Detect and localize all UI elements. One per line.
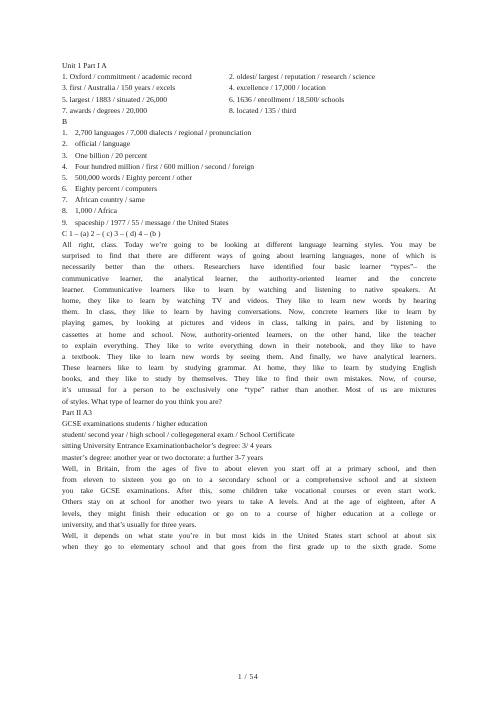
text-line: of styles. What type of learner do you think you are? [62, 396, 222, 406]
text-line: All right, class. Today we’re going to be looking at different language learning styles. You may be [62, 240, 436, 249]
item-number: 4. [62, 161, 68, 171]
transcript-paragraph-learning-styles [62, 239, 436, 407]
item-number: 1. [62, 128, 68, 138]
item-text: Four hundred million / first / 600 million / second / foreign [75, 161, 255, 171]
text-line: GCSE examinations students / higher education [62, 419, 208, 428]
part-ii-answers [62, 418, 436, 463]
item-text: One billion / 20 percent [75, 150, 148, 160]
part-a-row [62, 105, 436, 116]
answer-cell: 8. located / 135 / third [229, 105, 297, 115]
transcript-paragraph-britain [62, 463, 436, 530]
text-line: sitting University Entrance Examinationbachelor’s degree: 3/ 4 years [62, 441, 272, 451]
part-ii-heading: Part II A3 [62, 407, 92, 417]
page-number: 1 / 54 [237, 672, 259, 681]
text-line: student/ second year / high school / collegegeneral exam / School Certificate [62, 430, 295, 440]
part-a-row [62, 82, 436, 93]
list-item [62, 127, 436, 138]
answer-cell: 3. first / Australia / 150 years / excels [62, 83, 176, 93]
item-number: 5. [62, 172, 68, 182]
item-number: 7. [62, 195, 68, 205]
text-line: learner. Communicative learners like to learn by watching and listening to native speakers. At [62, 284, 436, 294]
answer-cell: 2. oldest/ largest / reputation / research / science [229, 72, 375, 82]
item-number: 9. [62, 217, 68, 227]
answer-cell: 4. excellence / 17,000 / location [229, 83, 326, 93]
part-a-row [62, 71, 436, 82]
text-line: them. In class, they like to learn by having conversations. Now, concrete learners like to learn by [62, 307, 436, 317]
item-text: spaceship / 1977 / 55 / message / the United States [75, 217, 229, 227]
text-line: a textbook. They like to learn new words by seeing them. And finally, we have analytical learners. [62, 351, 436, 361]
text-line: levels, they might finish their education or go on to a course of higher education at a college or [62, 508, 436, 518]
text-line: Others stay on at school for another two years to take A levels. And at the age of eighteen, after A [62, 497, 436, 507]
list-item [62, 150, 436, 161]
text-line: Well, it depends on what state you’re in but most kids in the United States start school at about six [62, 530, 436, 540]
document-body [62, 60, 436, 552]
answer-cell: 1. Oxford / commitment / academic record [62, 72, 192, 82]
item-text: 1,000 / Africa [75, 206, 117, 216]
list-item [62, 172, 436, 183]
answer-cell: 5. largest / 1883 / situated / 26,000 [62, 94, 168, 104]
unit-heading: Unit 1 Part I A [62, 61, 107, 70]
section-b-label: B [62, 116, 68, 126]
text-line: master’s degree: another year or two doctorate: a further 3-7 years [62, 452, 264, 462]
text-line: communicative learner, the analytical learner, the authority-oriented learner and the concrete [62, 273, 436, 283]
item-number: 6. [62, 184, 68, 194]
list-item [62, 194, 436, 205]
text-line: cassettes at home and school. Now, authority-oriented learners, on the other hand, like the teacher [62, 329, 436, 339]
transcript-paragraph-united-states [62, 530, 436, 552]
text-line: university, and that’s usually for three years. [62, 519, 197, 529]
text-line: These learners like to learn by studying grammar. At home, they like to learn by studying English [62, 363, 436, 373]
text-line: playing games, by looking at pictures and videos in class, talking in pairs, and by listening to [62, 318, 436, 328]
text-line: from eleven to sixteen you go on to a secondary school or a comprehensive school and at sixteen [62, 474, 436, 484]
part-a-answers [62, 71, 436, 116]
text-line: books, and they like to study by themselves. They like to find their own mistakes. Now, of course, [62, 374, 436, 384]
list-item [62, 138, 436, 149]
item-text: official / language [75, 139, 131, 149]
text-line: home, they like to learn by watching TV and videos. They like to learn new words by hearing [62, 295, 436, 305]
section-c-answers: C 1 – (a) 2 – ( c) 3 – ( d) 4 – (b ) [62, 228, 161, 238]
answer-cell: 6. 1636 / enrollment / 18,500/ schools [229, 94, 345, 104]
section-b-list [62, 127, 436, 228]
list-item [62, 161, 436, 172]
list-item [62, 217, 436, 228]
item-text: Eighty percent / computers [75, 184, 158, 194]
item-number: 8. [62, 206, 68, 216]
item-text: 500,000 words / Eighty percent / other [75, 172, 193, 182]
text-line: it’s unusual for a person to be exclusively one “type” rather than another. Most of us are mixtures [62, 385, 436, 395]
part-a-row [62, 94, 436, 105]
list-item [62, 183, 436, 194]
text-line: Well, in Britain, from the ages of five to about eleven you start off at a primary school, and then [62, 463, 436, 473]
item-number: 2. [62, 139, 68, 149]
text-line: when they go to elementary school and that goes from the first grade up to the sixth grade. Some [62, 542, 436, 552]
text-line: to explain everything. They like to write everything down in their notebook, and they like to have [62, 340, 436, 350]
list-item [62, 205, 436, 216]
text-line: you take GCSE examinations. After this, some children take vocational courses or even start work. [62, 486, 436, 496]
text-line: surprised to find that there are different ways of going about learning languages, none of which is [62, 251, 436, 261]
item-text: African country / same [75, 195, 145, 205]
item-number: 3. [62, 150, 68, 160]
item-text: 2,700 languages / 7,000 dialects / regional / pronunciation [75, 128, 252, 138]
text-line: necessarily better than the others. Researchers have identified four basic learner “types”– the [62, 262, 436, 272]
answer-cell: 7. awards / degrees / 20,000 [62, 105, 147, 115]
